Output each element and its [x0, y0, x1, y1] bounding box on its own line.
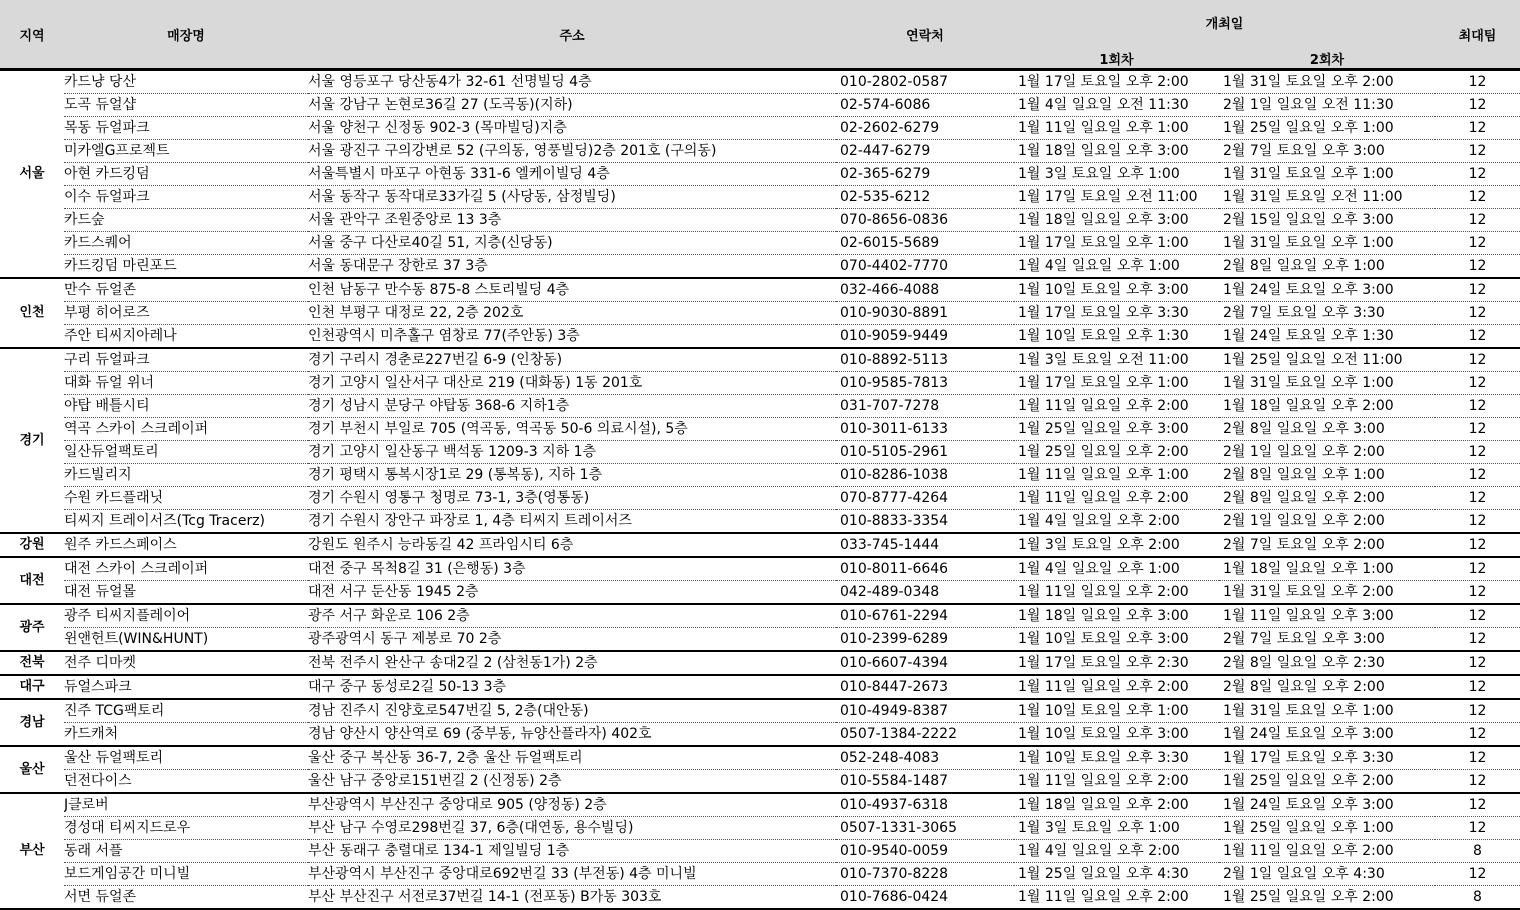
round2-date: 1월 24일 토요일 오후 1:30	[1219, 325, 1435, 349]
max-teams: 12	[1435, 651, 1520, 675]
round2-date: 1월 25일 일요일 오후 2:00	[1219, 886, 1435, 910]
store-phone: 02-2602-6279	[836, 117, 1014, 140]
round2-date: 1월 18일 일요일 오후 2:00	[1219, 395, 1435, 418]
table-row	[0, 232, 1520, 255]
round2-date: 1월 11일 일요일 오후 3:00	[1219, 604, 1435, 628]
table-row	[0, 441, 1520, 464]
header-phone: 연락처	[836, 0, 1014, 70]
max-teams: 12	[1435, 628, 1520, 652]
table-row	[0, 557, 1520, 581]
max-teams: 12	[1435, 793, 1520, 817]
max-teams: 12	[1435, 464, 1520, 487]
table-row	[0, 817, 1520, 840]
store-address: 경기 고양시 일산서구 대산로 219 (대화동) 1동 201호	[308, 372, 836, 395]
table-row	[0, 255, 1520, 279]
table-row	[0, 699, 1520, 723]
round2-date: 2월 7일 토요일 오후 3:00	[1219, 628, 1435, 652]
round2-date: 1월 24일 토요일 오후 3:00	[1219, 723, 1435, 747]
round1-date: 1월 3일 토요일 오후 1:00	[1014, 817, 1219, 840]
round2-date: 2월 8일 일요일 오후 2:30	[1219, 651, 1435, 675]
table-row	[0, 675, 1520, 699]
store-name: 카드냥 당산	[64, 70, 308, 94]
round1-date: 1월 17일 토요일 오전 11:00	[1014, 186, 1219, 209]
round1-date: 1월 17일 토요일 오후 3:30	[1014, 302, 1219, 325]
table-row	[0, 94, 1520, 117]
store-phone: 010-6761-2294	[836, 604, 1014, 628]
store-name: 구리 듀얼파크	[64, 348, 308, 372]
round2-date: 2월 1일 일요일 오후 4:30	[1219, 863, 1435, 886]
round2-date: 2월 15일 일요일 오후 3:00	[1219, 209, 1435, 232]
max-teams: 12	[1435, 557, 1520, 581]
store-name: 동래 서플	[64, 840, 308, 863]
store-name: 진주 TCG팩토리	[64, 699, 308, 723]
max-teams: 12	[1435, 604, 1520, 628]
store-phone: 010-4937-6318	[836, 793, 1014, 817]
store-phone: 02-6015-5689	[836, 232, 1014, 255]
store-name: 카드숲	[64, 209, 308, 232]
store-phone: 010-8011-6646	[836, 557, 1014, 581]
table-row	[0, 302, 1520, 325]
max-teams: 12	[1435, 325, 1520, 349]
table-row	[0, 723, 1520, 747]
round1-date: 1월 11일 일요일 오후 2:00	[1014, 770, 1219, 794]
table-row	[0, 533, 1520, 557]
round1-date: 1월 11일 일요일 오후 1:00	[1014, 464, 1219, 487]
max-teams: 12	[1435, 581, 1520, 605]
store-phone: 010-4949-8387	[836, 699, 1014, 723]
max-teams: 12	[1435, 675, 1520, 699]
store-address: 서울 동작구 동작대로33가길 5 (사당동, 삼정빌딩)	[308, 186, 836, 209]
max-teams: 12	[1435, 209, 1520, 232]
store-name: 원주 카드스페이스	[64, 533, 308, 557]
header-round1: 1회차	[1014, 46, 1219, 70]
table-row	[0, 604, 1520, 628]
store-phone: 010-2399-6289	[836, 628, 1014, 652]
store-name: 울산 듀얼팩토리	[64, 746, 308, 770]
store-address: 서울 양천구 신정동 902-3 (목마빌딩)지층	[308, 117, 836, 140]
store-phone: 033-745-1444	[836, 533, 1014, 557]
round1-date: 1월 4일 일요일 오후 1:00	[1014, 255, 1219, 279]
max-teams: 12	[1435, 232, 1520, 255]
round1-date: 1월 18일 일요일 오후 2:00	[1014, 793, 1219, 817]
round1-date: 1월 10일 토요일 오후 3:00	[1014, 278, 1219, 302]
store-name: 수원 카드플래닛	[64, 487, 308, 510]
max-teams: 8	[1435, 840, 1520, 863]
store-phone: 0507-1331-3065	[836, 817, 1014, 840]
store-address: 인천 부평구 대정로 22, 2층 202호	[308, 302, 836, 325]
round2-date: 1월 31일 토요일 오후 1:00	[1219, 163, 1435, 186]
store-phone: 010-9059-9449	[836, 325, 1014, 349]
store-address: 서울 광진구 구의강변로 52 (구의동, 영풍빌딩)2층 201호 (구의동)	[308, 140, 836, 163]
store-name: 던전다이스	[64, 770, 308, 794]
store-name: 미카엘G프로젝트	[64, 140, 308, 163]
max-teams: 12	[1435, 487, 1520, 510]
store-address: 인천 남동구 만수동 875-8 스토리빌딩 4층	[308, 278, 836, 302]
store-name: 대전 스카이 스크레이퍼	[64, 557, 308, 581]
store-phone: 010-3011-6133	[836, 418, 1014, 441]
region-cell: 강원	[0, 533, 64, 557]
store-address: 경남 양산시 양산역로 69 (중부동, 뉴양산플라자) 402호	[308, 723, 836, 747]
region-cell: 서울	[0, 70, 64, 279]
table-row	[0, 278, 1520, 302]
store-phone: 010-5584-1487	[836, 770, 1014, 794]
store-name: 대화 듀얼 위너	[64, 372, 308, 395]
store-phone: 02-447-6279	[836, 140, 1014, 163]
round2-date: 1월 31일 토요일 오후 1:00	[1219, 699, 1435, 723]
round2-date: 1월 25일 일요일 오후 1:00	[1219, 117, 1435, 140]
store-address: 서울 중구 다산로40길 51, 지층(신당동)	[308, 232, 836, 255]
round1-date: 1월 25일 일요일 오후 3:00	[1014, 418, 1219, 441]
header-address: 주소	[308, 0, 836, 70]
region-cell: 경기	[0, 348, 64, 533]
max-teams: 12	[1435, 533, 1520, 557]
round2-date: 1월 31일 토요일 오후 2:00	[1219, 581, 1435, 605]
round1-date: 1월 3일 토요일 오후 2:00	[1014, 533, 1219, 557]
table-row	[0, 793, 1520, 817]
region-cell: 경남	[0, 699, 64, 746]
store-address: 광주 서구 화운로 106 2층	[308, 604, 836, 628]
store-address: 부산 부산진구 서전로37번길 14-1 (전포동) B가동 303호	[308, 886, 836, 910]
max-teams: 12	[1435, 278, 1520, 302]
table-header	[0, 0, 1520, 70]
max-teams: 12	[1435, 348, 1520, 372]
round1-date: 1월 11일 일요일 오후 2:00	[1014, 395, 1219, 418]
max-teams: 12	[1435, 94, 1520, 117]
table-row	[0, 117, 1520, 140]
round1-date: 1월 11일 일요일 오후 2:00	[1014, 487, 1219, 510]
table-row	[0, 70, 1520, 94]
store-address: 경기 고양시 일산동구 백석동 1209-3 지하 1층	[308, 441, 836, 464]
max-teams: 12	[1435, 863, 1520, 886]
store-address: 울산 남구 중앙로151번길 2 (신정동) 2층	[308, 770, 836, 794]
max-teams: 12	[1435, 372, 1520, 395]
store-name: 티씨지 트레이서즈(Tcg Tracerz)	[64, 510, 308, 534]
max-teams: 12	[1435, 699, 1520, 723]
region-cell: 대구	[0, 675, 64, 699]
store-name: 아현 카드킹덤	[64, 163, 308, 186]
region-cell: 전북	[0, 651, 64, 675]
store-address: 대구 중구 동성로2길 50-13 3층	[308, 675, 836, 699]
store-name: 이수 듀얼파크	[64, 186, 308, 209]
round2-date: 2월 7일 토요일 오후 3:30	[1219, 302, 1435, 325]
round1-date: 1월 10일 토요일 오후 1:00	[1014, 699, 1219, 723]
table-body	[0, 70, 1520, 910]
round1-date: 1월 25일 일요일 오후 2:00	[1014, 441, 1219, 464]
store-phone: 010-7686-0424	[836, 886, 1014, 910]
round2-date: 2월 8일 일요일 오후 1:00	[1219, 255, 1435, 279]
store-name: 주안 티씨지아레나	[64, 325, 308, 349]
table-row	[0, 464, 1520, 487]
table-row	[0, 395, 1520, 418]
store-address: 인천광역시 미추홀구 염창로 77(주안동) 3층	[308, 325, 836, 349]
max-teams: 12	[1435, 723, 1520, 747]
round2-date: 1월 31일 토요일 오후 2:00	[1219, 70, 1435, 94]
store-address: 부산 남구 수영로298번길 37, 6층(대연동, 용수빌딩)	[308, 817, 836, 840]
store-name: 부평 히어로즈	[64, 302, 308, 325]
round2-date: 2월 1일 일요일 오후 2:00	[1219, 510, 1435, 534]
store-phone: 042-489-0348	[836, 581, 1014, 605]
store-address: 경기 수원시 영통구 청명로 73-1, 3층(영통동)	[308, 487, 836, 510]
max-teams: 12	[1435, 817, 1520, 840]
store-address: 경기 수원시 장안구 파장로 1, 4층 티씨지 트레이서즈	[308, 510, 836, 534]
max-teams: 12	[1435, 302, 1520, 325]
store-phone: 02-574-6086	[836, 94, 1014, 117]
store-address: 부산광역시 부산진구 중앙대로 905 (양정동) 2층	[308, 793, 836, 817]
round2-date: 1월 31일 토요일 오후 1:00	[1219, 232, 1435, 255]
store-phone: 010-8286-1038	[836, 464, 1014, 487]
store-phone: 010-9585-7813	[836, 372, 1014, 395]
store-address: 강원도 원주시 능라동길 42 프라임시티 6층	[308, 533, 836, 557]
store-phone: 02-535-6212	[836, 186, 1014, 209]
max-teams: 12	[1435, 186, 1520, 209]
store-address: 경기 구리시 경춘로227번길 6-9 (인창동)	[308, 348, 836, 372]
max-teams: 12	[1435, 255, 1520, 279]
store-address: 대전 중구 목척8길 31 (은행동) 3층	[308, 557, 836, 581]
store-name: 보드게임공간 미니빌	[64, 863, 308, 886]
store-phone: 010-6607-4394	[836, 651, 1014, 675]
max-teams: 12	[1435, 441, 1520, 464]
store-address: 경기 평택시 통복시장1로 29 (통복동), 지하 1층	[308, 464, 836, 487]
round1-date: 1월 10일 토요일 오후 3:00	[1014, 628, 1219, 652]
region-cell: 대전	[0, 557, 64, 604]
round1-date: 1월 17일 토요일 오후 1:00	[1014, 232, 1219, 255]
table-row	[0, 487, 1520, 510]
region-cell: 인천	[0, 278, 64, 348]
store-address: 서울 강남구 논현로36길 27 (도곡동)(지하)	[308, 94, 836, 117]
round1-date: 1월 4일 일요일 오후 2:00	[1014, 840, 1219, 863]
store-address: 서울 영등포구 당산동4가 32-61 선명빌딩 4층	[308, 70, 836, 94]
store-address: 경기 성남시 분당구 야탑동 368-6 지하1층	[308, 395, 836, 418]
max-teams: 12	[1435, 770, 1520, 794]
round2-date: 2월 1일 일요일 오전 11:30	[1219, 94, 1435, 117]
table-row	[0, 770, 1520, 794]
round1-date: 1월 18일 일요일 오후 3:00	[1014, 140, 1219, 163]
store-address: 경남 진주시 진양호로547번길 5, 2층(대안동)	[308, 699, 836, 723]
store-phone: 052-248-4083	[836, 746, 1014, 770]
store-phone: 0507-1384-2222	[836, 723, 1014, 747]
store-phone: 010-8833-3354	[836, 510, 1014, 534]
round1-date: 1월 25일 일요일 오후 4:30	[1014, 863, 1219, 886]
round2-date: 1월 18일 일요일 오후 1:00	[1219, 557, 1435, 581]
round1-date: 1월 10일 토요일 오후 3:30	[1014, 746, 1219, 770]
store-name: 대전 듀얼몰	[64, 581, 308, 605]
max-teams: 12	[1435, 746, 1520, 770]
round2-date: 2월 7일 토요일 오후 3:00	[1219, 140, 1435, 163]
region-cell: 울산	[0, 746, 64, 793]
table-row	[0, 140, 1520, 163]
store-phone: 010-5105-2961	[836, 441, 1014, 464]
table-row	[0, 348, 1520, 372]
max-teams: 12	[1435, 140, 1520, 163]
store-address: 부산 동래구 충렬대로 134-1 제일빌딩 1층	[308, 840, 836, 863]
round1-date: 1월 17일 토요일 오후 2:30	[1014, 651, 1219, 675]
table-row	[0, 186, 1520, 209]
header-schedule: 개최일	[1014, 0, 1435, 46]
table-row	[0, 325, 1520, 349]
round1-date: 1월 11일 일요일 오후 2:00	[1014, 675, 1219, 699]
max-teams: 12	[1435, 418, 1520, 441]
round1-date: 1월 10일 토요일 오후 3:00	[1014, 723, 1219, 747]
table-row	[0, 840, 1520, 863]
round2-date: 1월 11일 일요일 오후 2:00	[1219, 840, 1435, 863]
max-teams: 12	[1435, 117, 1520, 140]
store-phone: 010-7370-8228	[836, 863, 1014, 886]
round1-date: 1월 4일 일요일 오전 11:30	[1014, 94, 1219, 117]
round2-date: 1월 25일 일요일 오후 2:00	[1219, 770, 1435, 794]
store-address: 전북 전주시 완산구 송대2길 2 (삼천동1가) 2층	[308, 651, 836, 675]
region-cell: 광주	[0, 604, 64, 651]
round2-date: 1월 25일 일요일 오후 1:00	[1219, 817, 1435, 840]
store-name: 경성대 티씨지드로우	[64, 817, 308, 840]
round2-date: 1월 17일 토요일 오후 3:30	[1219, 746, 1435, 770]
round1-date: 1월 10일 토요일 오후 1:30	[1014, 325, 1219, 349]
max-teams: 12	[1435, 395, 1520, 418]
store-address: 광주광역시 동구 제봉로 70 2층	[308, 628, 836, 652]
store-name: 카드캐처	[64, 723, 308, 747]
table-row	[0, 163, 1520, 186]
region-cell: 부산	[0, 793, 64, 909]
max-teams: 8	[1435, 886, 1520, 910]
table-row	[0, 510, 1520, 534]
round1-date: 1월 3일 토요일 오후 1:00	[1014, 163, 1219, 186]
store-name: 목동 듀얼파크	[64, 117, 308, 140]
store-name: 만수 듀얼존	[64, 278, 308, 302]
store-address: 부산광역시 부산진구 중앙대로692번길 33 (부전동) 4층 미니빌	[308, 863, 836, 886]
store-name: 전주 디마켓	[64, 651, 308, 675]
round1-date: 1월 18일 일요일 오후 3:00	[1014, 604, 1219, 628]
round1-date: 1월 18일 일요일 오후 3:00	[1014, 209, 1219, 232]
round1-date: 1월 4일 일요일 오후 1:00	[1014, 557, 1219, 581]
store-name: J클로버	[64, 793, 308, 817]
table-row	[0, 886, 1520, 910]
header-max-teams: 최대팀	[1435, 0, 1520, 70]
round1-date: 1월 4일 일요일 오후 2:00	[1014, 510, 1219, 534]
round1-date: 1월 3일 토요일 오전 11:00	[1014, 348, 1219, 372]
store-phone: 032-466-4088	[836, 278, 1014, 302]
round2-date: 2월 8일 일요일 오후 3:00	[1219, 418, 1435, 441]
store-name: 카드스퀘어	[64, 232, 308, 255]
round2-date: 1월 31일 토요일 오전 11:00	[1219, 186, 1435, 209]
store-name: 서면 듀얼존	[64, 886, 308, 910]
round2-date: 1월 25일 일요일 오전 11:00	[1219, 348, 1435, 372]
store-phone: 010-9540-0059	[836, 840, 1014, 863]
round2-date: 1월 31일 토요일 오후 1:00	[1219, 372, 1435, 395]
store-name: 도곡 듀얼샵	[64, 94, 308, 117]
table-row	[0, 418, 1520, 441]
store-phone: 070-4402-7770	[836, 255, 1014, 279]
store-address: 울산 중구 복산동 36-7, 2층 울산 듀얼팩토리	[308, 746, 836, 770]
store-phone: 070-8656-0836	[836, 209, 1014, 232]
store-phone: 010-8892-5113	[836, 348, 1014, 372]
store-phone: 010-9030-8891	[836, 302, 1014, 325]
max-teams: 12	[1435, 510, 1520, 534]
round1-date: 1월 17일 토요일 오후 1:00	[1014, 372, 1219, 395]
table-row	[0, 863, 1520, 886]
store-name: 일산듀얼팩토리	[64, 441, 308, 464]
store-name: 야탑 배틀시티	[64, 395, 308, 418]
header-round2: 2회차	[1219, 46, 1435, 70]
max-teams: 12	[1435, 163, 1520, 186]
store-phone: 010-8447-2673	[836, 675, 1014, 699]
table-row	[0, 372, 1520, 395]
round1-date: 1월 11일 일요일 오후 2:00	[1014, 581, 1219, 605]
store-name: 듀얼스파크	[64, 675, 308, 699]
round2-date: 1월 24일 토요일 오후 3:00	[1219, 793, 1435, 817]
store-address: 경기 부천시 부일로 705 (역곡동, 역곡동 50-6 의료시설), 5층	[308, 418, 836, 441]
store-address: 서울 관악구 조원중앙로 13 3층	[308, 209, 836, 232]
table-row	[0, 209, 1520, 232]
round1-date: 1월 11일 일요일 오후 2:00	[1014, 886, 1219, 910]
round2-date: 2월 8일 일요일 오후 1:00	[1219, 464, 1435, 487]
store-phone: 070-8777-4264	[836, 487, 1014, 510]
header-region: 지역	[0, 0, 64, 70]
store-name: 카드빌리지	[64, 464, 308, 487]
store-phone: 010-2802-0587	[836, 70, 1014, 94]
max-teams: 12	[1435, 70, 1520, 94]
store-name: 광주 티씨지플레이어	[64, 604, 308, 628]
table-row	[0, 628, 1520, 652]
store-address: 대전 서구 둔산동 1945 2층	[308, 581, 836, 605]
store-name: 역곡 스카이 스크레이퍼	[64, 418, 308, 441]
header-store: 매장명	[64, 0, 308, 70]
round2-date: 2월 8일 일요일 오후 2:00	[1219, 487, 1435, 510]
store-address: 서울 동대문구 장한로 37 3층	[308, 255, 836, 279]
table-row	[0, 581, 1520, 605]
store-name: 카드킹덤 마린포드	[64, 255, 308, 279]
round2-date: 2월 7일 토요일 오후 2:00	[1219, 533, 1435, 557]
round2-date: 2월 8일 일요일 오후 2:00	[1219, 675, 1435, 699]
store-address: 서울특별시 마포구 아현동 331-6 엘케이빌딩 4층	[308, 163, 836, 186]
table-row	[0, 746, 1520, 770]
store-phone: 031-707-7278	[836, 395, 1014, 418]
round2-date: 2월 1일 일요일 오후 2:00	[1219, 441, 1435, 464]
round2-date: 1월 24일 토요일 오후 3:00	[1219, 278, 1435, 302]
store-name: 윈앤헌트(WIN&HUNT)	[64, 628, 308, 652]
table-row	[0, 651, 1520, 675]
round1-date: 1월 11일 일요일 오후 1:00	[1014, 117, 1219, 140]
round1-date: 1월 17일 토요일 오후 2:00	[1014, 70, 1219, 94]
store-phone: 02-365-6279	[836, 163, 1014, 186]
